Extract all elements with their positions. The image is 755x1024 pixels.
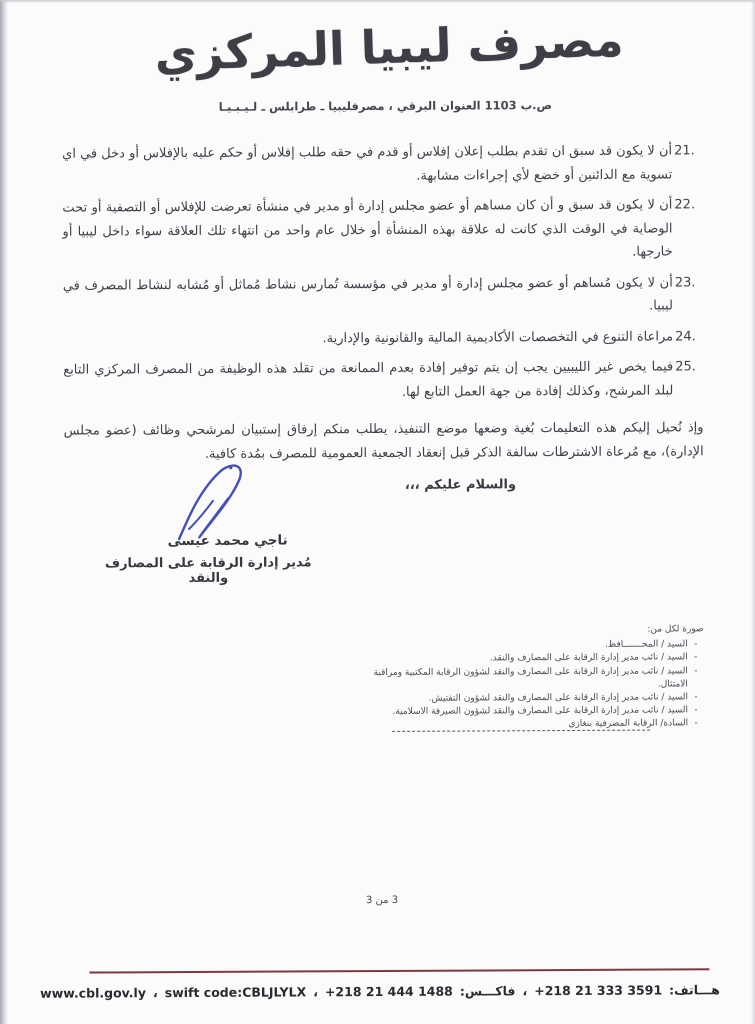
footer-contact-line — [2, 982, 755, 1001]
dash-bullet: - — [694, 652, 698, 663]
dash-bullet: - — [694, 718, 698, 729]
cc-item-text: السيد / نائب مدير إدارة الرقابة على المصارف والنقد لشؤون التفتيش. — [428, 692, 689, 704]
dash-bullet: - — [694, 639, 698, 650]
bank-logo-calligraphy: مصرف ليبيا المركزي — [153, 12, 625, 82]
closing-paragraph: وإذ نُحيل إليكم هذه التعليمات بُغية وضعها موضع التنفيذ، يطلب منكم إرفاق إستبيان لمرشحي وظائف (عضو مجلس الإدارة)، مع مُرعاة الاشترطات سالفة الذكر قبل إنعقاد الجمعية العمومية للمصرف بمُدة كافية. — [63, 420, 704, 462]
list-item-text: أن لا يكون قد سبق و أن كان مساهم أو عضو مجلس إدارة أو مدير في منشأة تعرضت للإفلاس أو التصفية أو تحت الوصاية في الوقت الذي كانت له علاقة بهذه المنشأة أو خلال عام واحد من انتهاء تلك العلاقة سواء داخل ليبيا أو خارجها. — [62, 197, 673, 260]
list-item-number: 22. — [674, 197, 696, 213]
signer-name: ناجي محمد عيسى — [167, 532, 288, 550]
dash-bullet: - — [694, 692, 698, 703]
scan-top-edge-artifact — [0, 0, 755, 3]
cc-item-text: السيد / نائب مدير إدارة الرقابة على المصارف والنقد. — [489, 652, 688, 664]
list-item — [63, 325, 703, 352]
page-number: 3 من 3 — [365, 894, 399, 907]
list-item — [62, 193, 702, 267]
fax-number: +218 21 444 1488 — [324, 983, 453, 1000]
list-item-number: 25. — [675, 359, 696, 375]
fax-label: فاكـــس: — [459, 983, 516, 999]
separator-comma: ، — [522, 983, 528, 999]
cc-item-text: السادة/ الرقابة المصرفية بنغازي — [568, 718, 689, 730]
list-item — [63, 271, 703, 321]
list-item-text: فيما يخص غير الليبيين يجب إن يتم توفير إفادة بعدم الممانعة من تقلد هذه الوظيفة من المصرف المركزي التابع لبلد المرشح، وكذلك إفادة من جهة العمل التابع لها. — [63, 359, 674, 400]
cc-item-text: السيد / نائب مدير إدارة الرقابة على المصارف والنقد لشؤون الصيرفة الاسلامية. — [392, 705, 689, 718]
phone-number: +218 21 333 3591 — [534, 982, 663, 999]
footer-red-rule — [89, 968, 709, 973]
salutation: والسلام عليكم ،،، — [404, 477, 517, 493]
signer-title: مُدير إدارة الرقابة على المصارف والنقد — [104, 555, 312, 586]
phone-label: هـــاتف: — [669, 982, 720, 998]
website-url: www.cbl.gov.ly — [40, 985, 147, 1001]
list-item — [63, 355, 703, 405]
dash-bullet: - — [694, 665, 698, 676]
list-item — [62, 139, 702, 189]
separator-comma: ، — [313, 984, 318, 1000]
cc-item-text: السيد / المحـــــــافظ. — [605, 639, 688, 651]
list-item-number: 23. — [674, 274, 696, 290]
scan-left-edge-artifact — [0, 0, 8, 1024]
list-item-number: 21. — [674, 143, 695, 159]
separator-comma: ، — [152, 985, 158, 1001]
cc-item-text: السيد / نائب مدير إدارة الرقابة على المصارف والنقد لشؤون الرقابة المكتبية ومراقبة الامتثال. — [373, 665, 688, 690]
list-item-text: أن لا يكون قد سبق ان تقدم بطلب إعلان إفلاس أو قدم في حقه طلب إفلاس أو حكم عليه بالإفلاس أو دخل في اي تسوية مع الدائنين أو خضع لأي إجراءات مشابهة. — [62, 143, 673, 184]
swift-code: swift code:CBLJLYLX — [164, 984, 307, 1001]
list-item-text: أن لا يكون مُساهم أو عضو مجلس إدارة أو مدير في مؤسسة تُمارس نشاط مُماثل أو مُشابه لنشاط المصرف في ليبيا. — [62, 274, 673, 314]
cc-list — [364, 623, 705, 732]
dash-bullet: - — [694, 705, 698, 716]
cc-heading: صورة لكل من: — [647, 624, 704, 635]
list-item-number: 24. — [675, 328, 696, 344]
letterhead-address-line: ص.ب 1103 العنوان البرقي ، مصرفليبيا ـ طرابلس ـ لـيـبـيـا — [218, 98, 553, 114]
letter-body — [62, 139, 704, 466]
cc-item — [364, 665, 704, 693]
list-item-text: مراعاة التنوع في التخصصات الأكاديمية المالية والقانونية والإدارية. — [322, 328, 674, 346]
scan-right-edge-artifact — [751, 0, 755, 1024]
